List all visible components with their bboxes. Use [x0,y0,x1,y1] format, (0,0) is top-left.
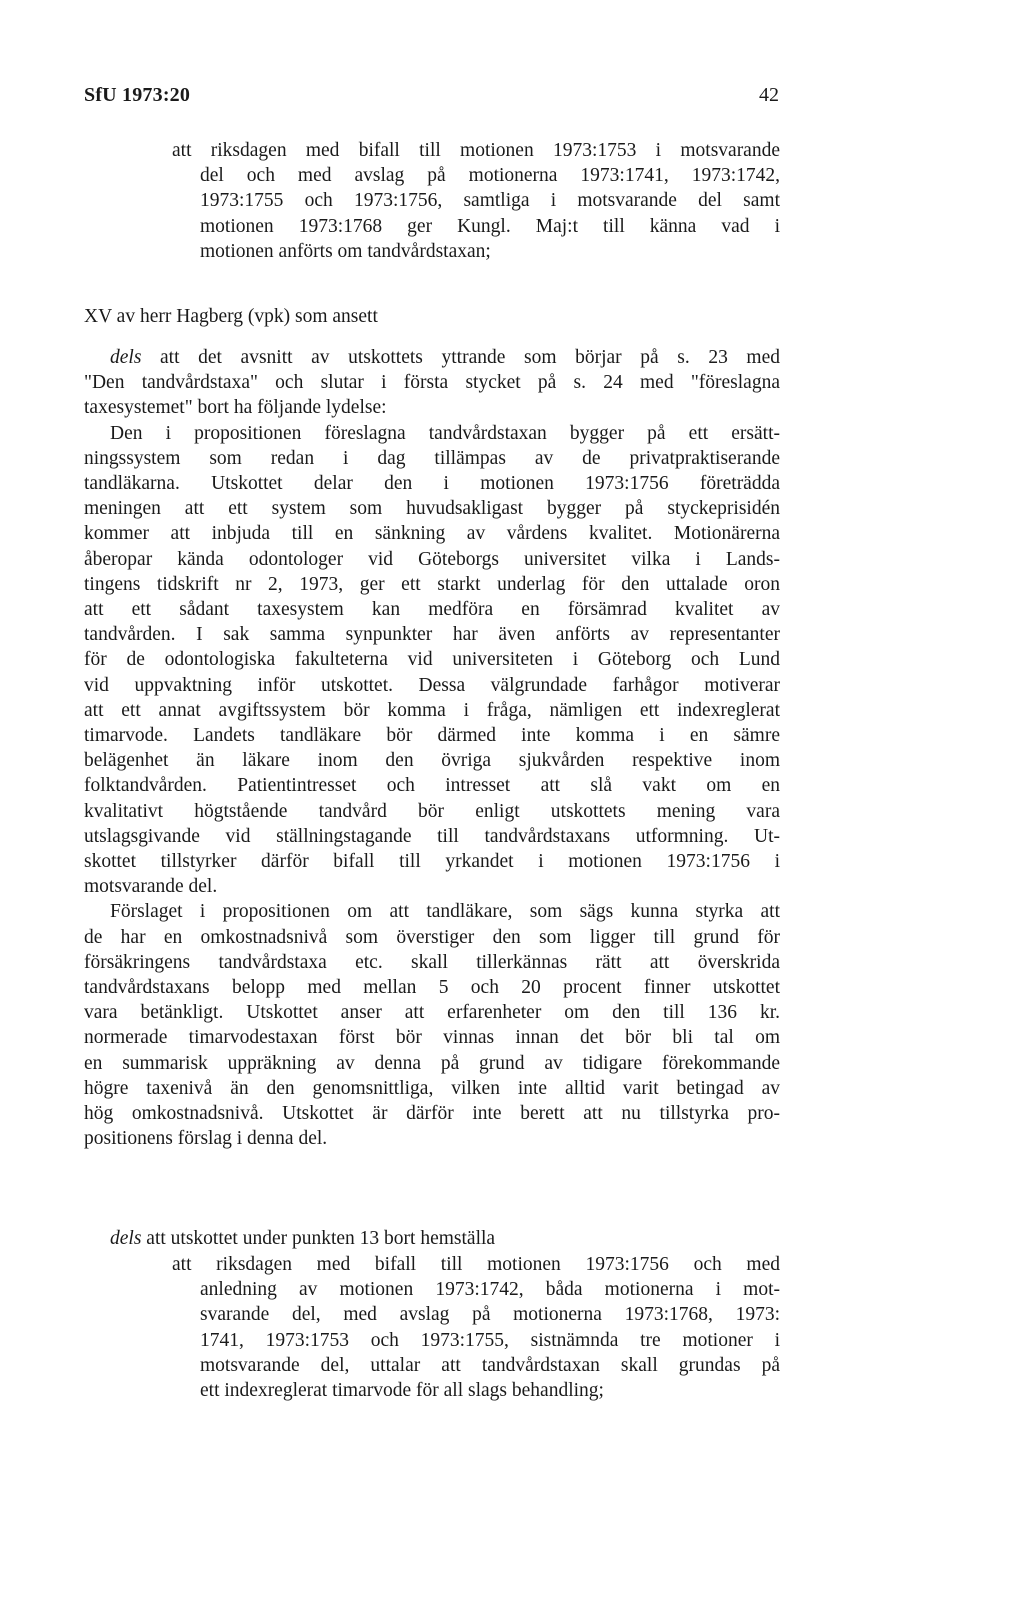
document-reference: SfU 1973:20 [84,84,191,106]
dels-italic: dels [110,347,142,368]
text-line: ett indexreglerat timarvode för all slags behandling; [200,1380,604,1402]
text-line: högre taxenivå än den genomsnittliga, vilken inte alltid varit betingad av [84,1077,780,1099]
text-line: att riksdagen med bifall till motionen 1973:1753 i motsvarande [172,140,780,161]
text-line: motsvarande del, uttalar att tandvårdstaxan skall grundas på [200,1354,780,1376]
text-line: en summarisk uppräkning av denna på grund av tidigare förekommande [84,1052,780,1074]
text-line: vara betänkligt. Utskottet anser att erfarenheter om den till 136 kr. [84,1002,780,1024]
text-line: timarvode. Landets tandläkare bör därmed inte komma i en sämre [84,725,780,747]
text-line: tandvårdstaxans belopp med mellan 5 och 20 procent finner utskottet [84,977,780,999]
text-line: tingens tidskrift nr 2, 1973, ger ett starkt underlag för den uttalade oron [84,573,780,595]
text-line: motionen 1973:1768 ger Kungl. Maj:t till känna vad i [200,215,780,237]
page-number: 42 [759,84,779,106]
text-line [84,345,780,370]
text-line: tandvården. I sak samma synpunkter har även anförts av representanter [84,624,780,646]
text-line: försäkringens tandvårdstaxa etc. skall tillerkännas rätt att överskrida [84,951,780,973]
dels-section-1 [84,345,780,1152]
text-line: ningssystem som redan i dag tillämpas av de privatpraktiserande [84,447,780,469]
reservation-heading-text: XV av herr Hagberg (vpk) som ansett [84,306,378,327]
reservation-heading [84,304,784,329]
text-line: belägenhet än läkare inom den övriga sjukvården respektive inom [84,750,780,772]
text-line: taxesystemet" bort ha följande lydelse: [84,397,387,419]
text-line: meningen att ett system som huvudsakligast bygger på styckeprisidén [84,498,780,520]
text-line: att ett annat avgiftssystem bör komma i fråga, nämligen ett indexreglerat [84,699,780,721]
text-line: kommer att inbjuda till en sänkning av vårdens kvalitet. Motionärerna [84,523,780,545]
text-line [110,1228,495,1249]
text-line: åberopar kända odontologer vid Göteborgs universitet vilka i Lands- [84,548,780,570]
motion-request-block [172,138,780,264]
text-line: svarande del, med avslag på motionerna 1973:1768, 1973: [200,1304,780,1326]
text-line: motionen anförts om tandvårdstaxan; [200,240,491,262]
dels-text: att det avsnitt av utskottets yttrande som börjar på s. 23 med [141,347,780,368]
text-line: att ett sådant taxesystem kan medföra en försämrad kvalitet av [84,599,780,621]
text-line: för de odontologiska fakulteterna vid universiteten i Göteborg och Lund [84,649,780,671]
text-line: utslagsgivande vid ställningstagande till tandvårdstaxans utformning. Ut- [84,825,780,847]
text-line: vid uppvaktning inför utskottet. Dessa välgrundade farhågor motiverar [84,674,780,696]
text-line: del och med avslag på motionerna 1973:1741, 1973:1742, [200,165,780,187]
text-line: positionens förslag i denna del. [84,1128,328,1150]
text-line: Förslaget i propositionen om att tandläkare, som sägs kunna styrka att [110,901,780,923]
dels-text: att utskottet under punkten 13 bort hemställa [141,1228,496,1249]
text-line: de har en omkostnadsnivå som överstiger den som ligger till grund för [84,926,780,948]
text-line: tandläkarna. Utskottet delar den i motionen 1973:1756 företrädda [84,473,780,495]
dels-section-2 [110,1226,780,1251]
text-line: folktandvården. Patientintresset och intresset att slå vakt om en [84,775,780,797]
text-line: 1973:1755 och 1973:1756, samtliga i motsvarande del samt [200,190,780,212]
dels-italic: dels [110,1228,142,1249]
text-line: "Den tandvårdstaxa" och slutar i första stycket på s. 24 med "föreslagna [84,372,780,394]
text-line: 1741, 1973:1753 och 1973:1755, sistnämnda tre motioner i [200,1329,780,1351]
text-line: anledning av motionen 1973:1742, båda motionerna i mot- [200,1279,780,1301]
final-request-block [172,1252,780,1403]
text-line: att riksdagen med bifall till motionen 1973:1756 och med [172,1254,780,1275]
text-line: Den i propositionen föreslagna tandvårdstaxan bygger på ett ersätt- [110,422,780,444]
text-line: kvalitativt högtstående tandvård bör enligt utskottets mening vara [84,800,780,822]
text-line: normerade timarvodestaxan först bör vinnas innan det bör bli tal om [84,1027,780,1049]
text-line: hög omkostnadsnivå. Utskottet är därför inte berett att nu tillstyrka pro- [84,1103,780,1125]
text-line: motsvarande del. [84,876,218,898]
text-line: skottet tillstyrker därför bifall till yrkandet i motionen 1973:1756 i [84,851,780,873]
